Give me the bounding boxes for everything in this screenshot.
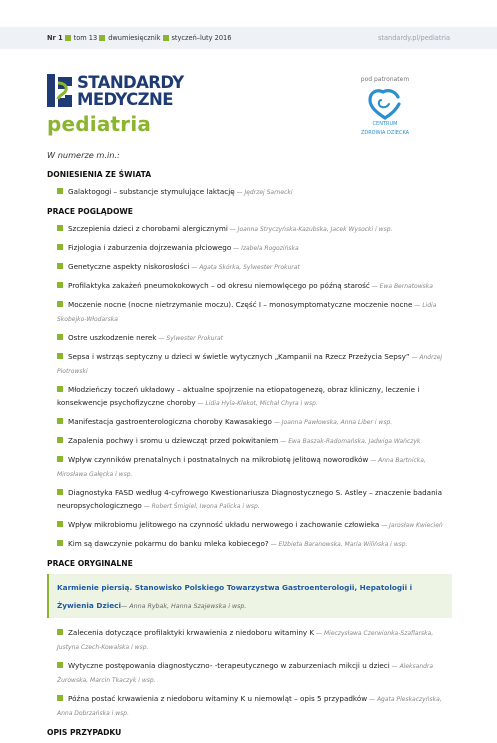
heart-c-icon (368, 89, 402, 119)
article-item[interactable] (57, 518, 452, 532)
article-authors: — Lidia Skobejko-Włodarska (57, 302, 436, 323)
article-title: Profilaktyka zakażeń pneumokokowych – od okresu niemowlęcego po późną starość (68, 281, 370, 290)
article-authors: — Jędrzej Sarnecki (235, 189, 293, 196)
article-title: Sepsa i wstrząs septyczny u dzieci w świetle wytycznych „Kampanii na Rzecz Przeżycia Sepsy” (68, 352, 410, 361)
article-item[interactable] (57, 434, 452, 448)
article-authors: — Aleksandra Żurowska, Marcin Tkaczyk i wsp. (57, 663, 433, 684)
article-authors: — Lidia Hyla-Klekot, Michał Chyra i wsp. (196, 400, 318, 407)
article-authors: — Joanna Stryczyńska-Kazubska, Jacek Wysocki i wsp. (228, 226, 393, 233)
article-title: Wytyczne postępowania diagnostyczno- -terapeutycznego w zaburzeniach mikcji u dzieci (68, 661, 390, 670)
bullet-square-icon (57, 225, 63, 231)
article-authors: — Ewa Bernatowska (370, 283, 433, 290)
issue-date: styczeń–luty 2016 (171, 34, 232, 42)
article-list (57, 222, 452, 551)
article-title: Genetyczne aspekty niskorosłości (68, 262, 190, 271)
article-title: Późna postać krwawienia z niedoboru witaminy K u niemowląt – opis 5 przypadków (68, 694, 368, 703)
article-item[interactable] (57, 692, 452, 720)
table-of-contents (47, 150, 452, 743)
article-title: Manifestacja gastroenterologiczna choroby Kawasakiego (68, 417, 272, 426)
article-item[interactable] (57, 260, 452, 274)
article-title: Młodzieńczy toczeń układowy – aktualne spojrzenie na etiopatogenezę, obraz kliniczny, leczenie i konsekwencje psychofizyczne choroby (57, 385, 420, 407)
bullet-square-icon (57, 353, 63, 359)
article-title: Szczepienia dzieci z chorobami alergicznymi (68, 224, 228, 233)
bullet-square-icon (57, 489, 63, 495)
bullet-square-icon (57, 418, 63, 424)
bullet-square-icon (57, 456, 63, 462)
article-authors: — Jarosław Kwiecień (379, 522, 442, 529)
article-authors: — Mieczysława Czerwionka-Szaflarska, Justyna Czech-Kowalska i wsp. (57, 630, 433, 651)
article-authors: — Anna Bartnicka, Mirosława Gałęcka i wsp. (57, 457, 426, 478)
brand-word-2: MEDYCZNE (77, 90, 173, 109)
bullet-square-icon (57, 662, 63, 668)
article-item[interactable] (57, 486, 452, 513)
article-item[interactable] (57, 537, 452, 551)
volume: tom 13 (73, 34, 98, 42)
article-title: Ostre uszkodzenie nerek (68, 333, 157, 342)
article-item[interactable] (57, 453, 452, 481)
issue-info-bar (0, 27, 497, 49)
article-list (57, 185, 452, 199)
featured-article[interactable] (47, 574, 452, 618)
bullet-square-icon (57, 540, 63, 546)
standardy-medyczne-logo (47, 73, 207, 113)
separator-square (99, 35, 105, 41)
bullet-square-icon (57, 695, 63, 701)
issue-number: Nr 1 (47, 34, 63, 42)
article-title: Zapalenia pochwy i sromu u dziewcząt przed pokwitaniem (68, 436, 279, 445)
article-title: Zalecenia dotyczące profilaktyki krwawienia z niedoboru witaminy K (68, 628, 315, 637)
bullet-square-icon (57, 386, 63, 392)
bullet-square-icon (57, 282, 63, 288)
patronage-label: pod patronatem (360, 76, 410, 83)
article-item[interactable] (57, 331, 452, 345)
article-title: Wpływ mikrobiomu jelitowego na czynność układu nerwowego i zachowanie człowieka (68, 520, 380, 529)
logo-mark-icon (47, 74, 73, 107)
article-title: Fizjologia i zaburzenia dojrzewania płciowego (68, 243, 232, 252)
article-title: Moczenie nocne (nocne nietrzymanie moczu). Część I – monosymptomatyczne moczenie nocne (68, 300, 413, 309)
article-authors: — Agata Skórka, Sylwester Prokurat (189, 264, 299, 271)
bullet-square-icon (57, 437, 63, 443)
section-heading: PRACE POGLĄDOWE (47, 207, 133, 216)
journal-subtitle: pediatria (47, 112, 152, 136)
featured-article-authors: — Anna Rybak, Hanna Szajewska i wsp. (121, 603, 246, 610)
patronage-block (352, 76, 418, 137)
article-authors: — Sylwester Prokurat (156, 335, 223, 342)
article-title: Wpływ czynników prenatalnych i postnatalnych na mikrobiotę jelitową noworodków (68, 455, 369, 464)
article-item[interactable] (57, 415, 452, 429)
section-heading: DONIESIENIA ZE ŚWIATA (47, 170, 152, 179)
bullet-square-icon (57, 629, 63, 635)
bullet-square-icon (57, 521, 63, 527)
article-authors: — Agata Pleskaczyńska, Anna Dobrzańska i wsp. (57, 696, 442, 717)
article-list (57, 626, 452, 720)
bullet-square-icon (57, 334, 63, 340)
article-item[interactable] (57, 626, 452, 654)
frequency: dwumiesięcznik (108, 34, 161, 42)
separator-square (163, 35, 169, 41)
section-heading: OPIS PRZYPADKU (47, 728, 122, 737)
article-item[interactable] (57, 222, 452, 236)
article-authors: — Andrzej Piotrowski (57, 354, 442, 375)
patron-org-line2: ZDROWIA DZIECKA (360, 129, 410, 136)
site-link[interactable]: standardy.pl/pediatria (377, 34, 450, 42)
article-title: Galaktogogi – substancje stymulujące laktację (68, 187, 235, 196)
article-authors: — Robert Śmigiel, Iwona Palicka i wsp. (142, 503, 260, 510)
brand-word-1: STANDARDY (77, 73, 184, 92)
bullet-square-icon (57, 244, 63, 250)
bullet-square-icon (57, 188, 63, 194)
article-authors: — Izabela Rogozińska (231, 245, 298, 252)
separator-square (65, 35, 71, 41)
section-heading: PRACE ORYGINALNE (47, 559, 133, 568)
article-title: Kim są dawczynie pokarmu do banku mleka kobiecego? (68, 539, 269, 548)
article-item[interactable] (57, 383, 452, 410)
article-item[interactable] (57, 350, 452, 378)
article-item[interactable] (57, 659, 452, 687)
article-item[interactable] (57, 279, 452, 293)
article-authors: — Joanna Pawłowska, Anna Liber i wsp. (272, 419, 392, 426)
article-item[interactable] (57, 241, 452, 255)
article-item[interactable] (57, 185, 452, 199)
featured-article-title: Karmienie piersią. Stanowisko Polskiego Towarzystwa Gastroenterologii, Hepatologii i Żywienia Dzieci (57, 583, 413, 610)
patron-org-line1: CENTRUM (372, 121, 398, 127)
bullet-square-icon (57, 301, 63, 307)
toc-intro: W numerze m.in.: (47, 150, 120, 160)
article-item[interactable] (57, 298, 452, 326)
article-authors: — Ewa Baszak-Radomańska, Jadwiga Wańczyk (278, 438, 420, 445)
bullet-square-icon (57, 263, 63, 269)
article-title: Diagnostyka FASD według 4-cyfrowego Kwestionariusza Diagnostycznego S. Astley – znaczenie badania neuropsychologicznego (57, 488, 443, 510)
article-authors: — Elżbieta Baranowska, Maria Wilińska i wsp. (269, 541, 408, 548)
